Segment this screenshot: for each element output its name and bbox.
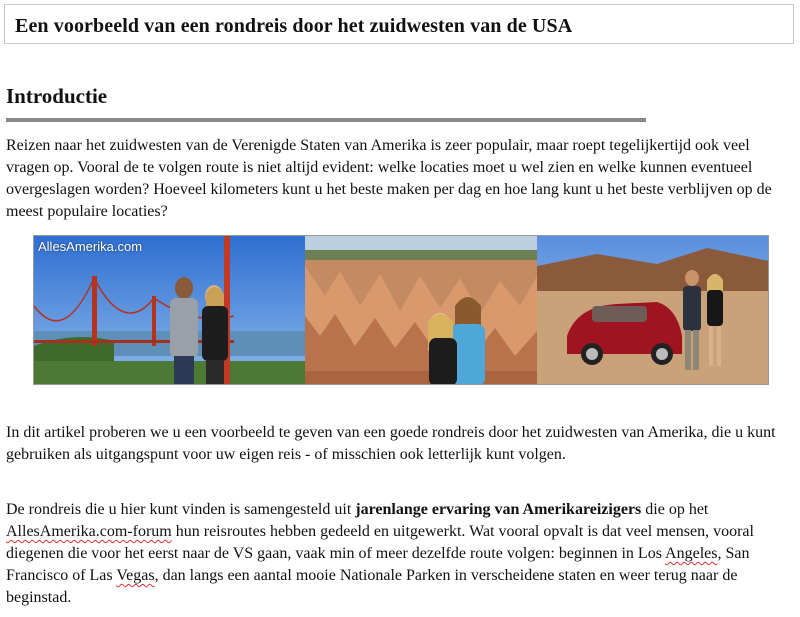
section-divider: [6, 118, 646, 122]
title-bar: [4, 4, 794, 44]
photo-desert-car: [537, 236, 768, 384]
photo-bryce-canyon: [305, 236, 536, 384]
forum-link[interactable]: AllesAmerika.com-forum: [6, 523, 172, 540]
page-title: Een voorbeeld van een rondreis door het zuidwesten van de USA: [15, 15, 573, 37]
photo-golden-gate: [34, 236, 305, 384]
article-paragraph: In dit artikel proberen we u een voorbeeld te geven van een goede rondreis door het zuidwesten van Amerika, die u kunt gebruiken als uitgangspunt voor uw eigen reis - of misschien ook letterlijk kunt volgen.: [6, 424, 776, 463]
route-text-3: hun reisroutes hebben gedeeld en uitgewerkt. Wat vooral opvalt is dat veel mensen, vooral diegenen die voor het eerst naar de VS gaan, vaak min of meer dezelfde route volgen: beginnen in Los: [6, 523, 754, 562]
site-watermark: AllesAmerika.com: [38, 239, 143, 254]
route-text-4: , San Francisco of Las: [6, 545, 750, 584]
route-paragraph: [6, 499, 792, 609]
route-text-5: , dan langs een aantal mooie Nationale Parken in verscheidene staten en weer terug naar de beginstad.: [6, 567, 738, 606]
desert-car-image: [537, 236, 768, 384]
route-bold-text: jarenlange ervaring van Amerikareizigers: [355, 501, 642, 518]
route-text-1: De rondreis die u hier kunt vinden is samengesteld uit: [6, 501, 356, 518]
photo-strip: [33, 235, 769, 385]
golden-gate-image: [34, 236, 305, 384]
route-vegas: Vegas: [116, 567, 155, 584]
route-text-2: die op het: [641, 501, 709, 518]
route-angeles: Angeles: [665, 545, 718, 562]
bryce-canyon-image: [305, 236, 536, 384]
intro-paragraph: Reizen naar het zuidwesten van de Verenigde Staten van Amerika is zeer populair, maar roept tegelijkertijd ook veel vragen op. Vooral de te volgen route is niet altijd evident: welke locaties moet u wel zien en welke kunnen eventueel overgeslagen worden? Hoeveel kilometers kunt u het beste maken per dag en hoe lang kunt u het beste verblijven op de meest populaire locaties?: [6, 137, 772, 220]
section-heading: Introductie: [6, 84, 108, 108]
